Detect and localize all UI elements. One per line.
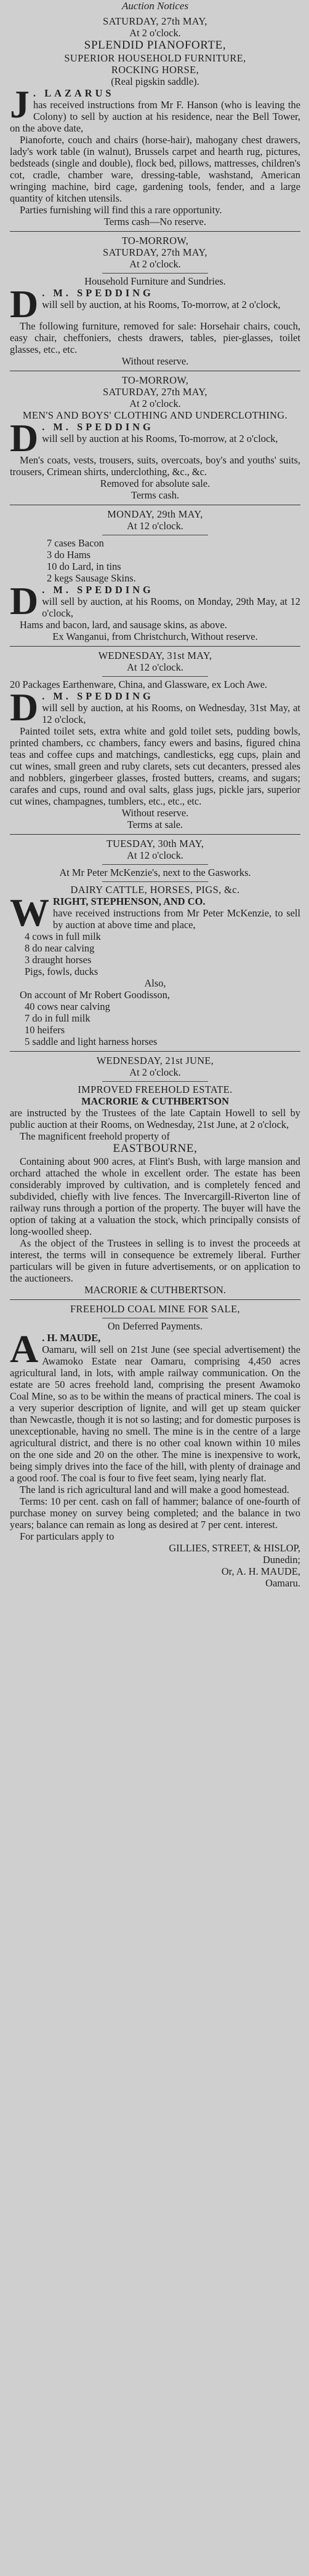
notice-terms: Terms cash—No reserve.	[104, 216, 206, 227]
lot-list	[10, 1001, 300, 1047]
notice-subtitle-2: ROCKING HORSE,	[111, 64, 199, 76]
list-item: 7 cases Bacon	[47, 537, 104, 549]
notice-title: IMPROVED FREEHOLD ESTATE.	[78, 1084, 233, 1095]
auction-notice-spedding-china	[10, 647, 300, 835]
notice-body	[10, 282, 300, 355]
auction-notice-wright-stephenson	[10, 835, 300, 1052]
notice-title: MEN'S AND BOYS' CLOTHING AND UNDERCLOTHING.	[22, 409, 288, 421]
notice-terms: Terms at sale.	[127, 819, 183, 830]
auction-time: At 12 o'clock.	[127, 849, 183, 861]
divider	[102, 881, 208, 882]
notice-body	[10, 685, 300, 807]
notice-paragraph: will sell by auction, at his Rooms, on Wednesday, 31st May, at 12 o'clock,	[42, 702, 300, 725]
list-item: 2 kegs Sausage Skins.	[47, 572, 136, 584]
auctioneer-name: MACRORIE & CUTHBERTSON	[81, 1095, 229, 1107]
auction-time: At 2 o'clock.	[129, 27, 181, 39]
notice-title: FREEHOLD COAL MINE FOR SALE,	[70, 1303, 241, 1315]
drop-capital: D	[10, 685, 39, 729]
auction-notice-spedding-bacon	[10, 505, 300, 647]
list-item: 10 heifers	[25, 1024, 65, 1036]
auction-date: WEDNESDAY, 21st JUNE,	[96, 1055, 214, 1066]
notice-paragraph: Containing about 900 acres, at Flint's Bush, with large mansion and orchard attached the whole in excellent order. The estate has been considerably improved by cultivation, and is completely fenced and subdivided, chiefly with live fences. The Invercargill-Riverton line of railway runs through a portion of the property. The buyer will have the option of taking at a valuation the stock, which principally consists of long-woolled sheep.	[10, 1156, 300, 1237]
notice-paragraph: Painted toilet sets, extra white and gold toilet sets, pudding bowls, printed chambers, cc chambers, fancy ewers and basins, figured china teas and coffee cups and matchings, candlesticks, egg cups, plain and cut wines, small green and ruby clarets, sets cut decanters, pressed ales and nobblers, gingerbeer glasses, frosted butters, creams, and sugars; carafes and cups, round and oval salts, glass jugs, pickle jars, superior cut wines, champagnes, tumblers, etc., etc., etc.	[10, 725, 300, 807]
notice-paragraph: Terms: 10 per cent. cash on fall of hammer; balance of one-fourth of purchase money on survey being completed; and the balance in two years; balance can remain as long as desired at 7 per cent. interest.	[10, 1495, 300, 1530]
drop-capital: D	[10, 416, 39, 460]
auctioneer-name: . H. MAUDE,	[42, 1332, 101, 1344]
list-item: 4 cows in full milk	[25, 931, 101, 942]
divider	[102, 273, 208, 274]
auction-time: At 2 o'clock.	[129, 398, 181, 409]
notice-paragraph: Hams and bacon, lard, and sausage skins, as above.	[20, 619, 227, 631]
sale-notice-coal-mine	[10, 1300, 300, 1593]
auctioneer-name: . M. SPEDDING	[42, 421, 154, 433]
list-item: 3 draught horses	[25, 954, 92, 966]
list-item: 8 do near calving	[25, 942, 95, 954]
auction-date: TUESDAY, 30th MAY,	[106, 838, 204, 849]
auctioneer-name: RIGHT, STEPHENSON, AND CO.	[53, 896, 206, 907]
auction-date: MONDAY, 29th MAY,	[107, 508, 203, 520]
notice-subtitle: SUPERIOR HOUSEHOLD FURNITURE,	[64, 52, 246, 64]
auctioneer-name: . LAZARUS	[33, 87, 114, 99]
auction-date: SATURDAY, 27th MAY,	[103, 246, 207, 258]
list-item: 10 do Lard, in tins	[47, 561, 121, 572]
list-item: 40 cows near calving	[25, 1001, 110, 1012]
estate-name: EASTBOURNE,	[113, 1142, 198, 1155]
notice-paragraph: will sell by auction at his Rooms, To-morrow, at 2 o'clock,	[42, 433, 278, 444]
contact-location: Dunedin;	[262, 1554, 300, 1566]
lot-list	[10, 931, 300, 977]
drop-capital: A	[10, 1327, 39, 1371]
auctioneer-name: . M. SPEDDING	[42, 584, 154, 596]
notice-paragraph: will sell by auction, at his Rooms, on Monday, 29th May, at 12 o'clock,	[42, 596, 300, 619]
auction-time: At 2 o'clock.	[129, 1066, 181, 1078]
notice-paragraph: has received instructions from Mr F. Hanson (who is leaving the Colony) to sell by auction at his residence, near the Bell Tower, on the above date,	[10, 99, 300, 134]
auction-notice-macrorie-cuthbertson	[10, 1052, 300, 1300]
notice-paragraph: The land is rich agricultural land and will make a good homestead.	[20, 1484, 289, 1495]
auction-day: TO-MORROW,	[121, 235, 189, 246]
notice-signature: MACRORIE & CUTHBERTSON.	[84, 1284, 226, 1296]
drop-capital: W	[10, 891, 49, 934]
notice-paragraph: Oamaru, will sell on 21st June (see special advertisement) the Awamoko Estate near Oamaru, comprising 4,450 acres agricultural land, in lots, with ample railway communication. On the estate are 50 acres freehold land, comprising the present Awamoko Coal Mine, so as to be within the means of practical miners. The coal is a very superior description of lignite, and will get up steam quicker than Newcastle, though it is not so lasting; and for domestic purposes is unexceptionable, having no smell. The mine is in the centre of a large agricultural district, and there is no other coal known within 10 miles on the one side and 20 on the other. The mine is inexpensive to work, being simply drives into the face of the hill, with plenty of drainage and a good roof. The coal is four to five feet seam, lying nearly flat.	[10, 1344, 300, 1484]
contact-name: Or, A. H. MAUDE,	[221, 1566, 300, 1577]
auction-notice-spedding-clothing	[10, 371, 300, 505]
notice-title: Household Furniture and Sundries.	[84, 275, 226, 287]
notice-paragraph: Parties furnishing will find this a rare opportunity.	[20, 204, 222, 216]
lot-list	[10, 537, 300, 584]
notice-paragraph: Pianoforte, couch and chairs (horse-hair), mahogany chest drawers, lady's work table (in walnut), Brussels carpet and hearth rug, pictures, bedsteads (single and double), flock bed, pillows, mattresses, children's cot, cradle, chamber ware, dressing-table, washstand, American wringing machine, bird cage, gardening tools, fender, and a large quantity of kitchen utensils.	[10, 134, 300, 204]
auction-date: WEDNESDAY, 31st MAY,	[98, 650, 212, 661]
list-item: Pigs, fowls, ducks	[25, 966, 98, 977]
auctioneer-name: . M. SPEDDING	[42, 690, 154, 702]
notice-terms: Terms cash.	[130, 489, 180, 501]
notice-paragraph: For particulars apply to	[20, 1530, 114, 1542]
also-label: Also,	[144, 977, 166, 989]
notice-subtitle: On Deferred Payments.	[107, 1320, 203, 1332]
notice-body	[10, 82, 300, 216]
notice-body	[10, 1327, 300, 1484]
auction-date: SATURDAY, 27th MAY,	[103, 15, 207, 27]
auction-place: At Mr Peter McKenzie's, next to the Gasworks.	[59, 867, 251, 878]
auction-day: TO-MORROW,	[121, 374, 189, 386]
auction-notice-lazarus	[10, 12, 300, 232]
notice-paragraph: The magnificent freehold property of	[20, 1130, 170, 1142]
notice-paragraph: Men's coats, vests, trousers, suits, overcoats, boy's and youths' suits, trousers, Crimean shirts, underclothing, &c., &c.	[10, 454, 300, 478]
auction-time: At 12 o'clock.	[127, 520, 183, 532]
divider	[102, 1081, 208, 1082]
notice-subtitle-3: (Real pigskin saddle).	[111, 76, 199, 87]
auction-time: At 2 o'clock.	[129, 258, 181, 270]
notice-paragraph: will sell by auction, at his Rooms, To-morrow, at 2 o'clock,	[42, 299, 281, 310]
list-item: 7 do in full milk	[25, 1012, 90, 1024]
divider	[102, 676, 208, 677]
auction-notice-spedding-furniture	[10, 232, 300, 371]
auction-date: SATURDAY, 27th MAY,	[103, 386, 207, 398]
notice-paragraph: The following furniture, removed for sale: Horsehair chairs, couch, easy chair, cheffoniers, chests drawers, tables, pier-glasses, toilet glasses, etc., etc.	[10, 320, 300, 355]
notice-paragraph: On account of Mr Robert Goodisson,	[20, 989, 171, 1001]
notice-paragraph: As the object of the Trustees in selling is to invest the proceeds at interest, the terms will in consequence be extremely liberal. Further particulars will be given in future advertisements, or on application to the auctioneers.	[10, 1237, 300, 1284]
notice-paragraph: have received instructions from Mr Peter McKenzie, to sell by auction at above time and place,	[53, 907, 300, 931]
contact-location: Oamaru.	[265, 1577, 300, 1589]
notice-terms: Without reserve.	[121, 355, 189, 367]
notice-body	[10, 579, 300, 642]
divider	[102, 864, 208, 865]
notice-body	[10, 416, 300, 489]
drop-capital: J	[10, 82, 30, 126]
list-item: 3 do Hams	[47, 549, 91, 561]
notice-body	[10, 891, 300, 934]
notice-paragraph: are instructed by the Trustees of the late Captain Howell to sell by public auction at their Rooms, on Wednesday, 21st June, at 2 o'clock,	[10, 1107, 300, 1130]
notice-paragraph: Removed for absolute sale.	[100, 478, 211, 489]
notice-title: 20 Packages Earthenware, China, and Glassware, ex Loch Awe.	[10, 679, 268, 690]
notice-terms: Without reserve.	[121, 807, 189, 819]
notice-title: DAIRY CATTLE, HORSES, PIGS, &c.	[70, 884, 240, 896]
auction-time: At 12 o'clock.	[127, 661, 183, 673]
contact-name: GILLIES, STREET, & HISLOP,	[169, 1542, 300, 1554]
notice-paragraph: Ex Wanganui, from Christchurch, Without reserve.	[52, 631, 258, 642]
list-item: 5 saddle and light harness horses	[25, 1036, 158, 1047]
drop-capital: D	[10, 579, 39, 623]
auctioneer-name: . M. SPEDDING	[42, 287, 154, 299]
section-heading: Auction Notices	[121, 0, 189, 12]
drop-capital: D	[10, 282, 39, 326]
notice-title: SPLENDID PIANOFORTE,	[84, 39, 227, 52]
